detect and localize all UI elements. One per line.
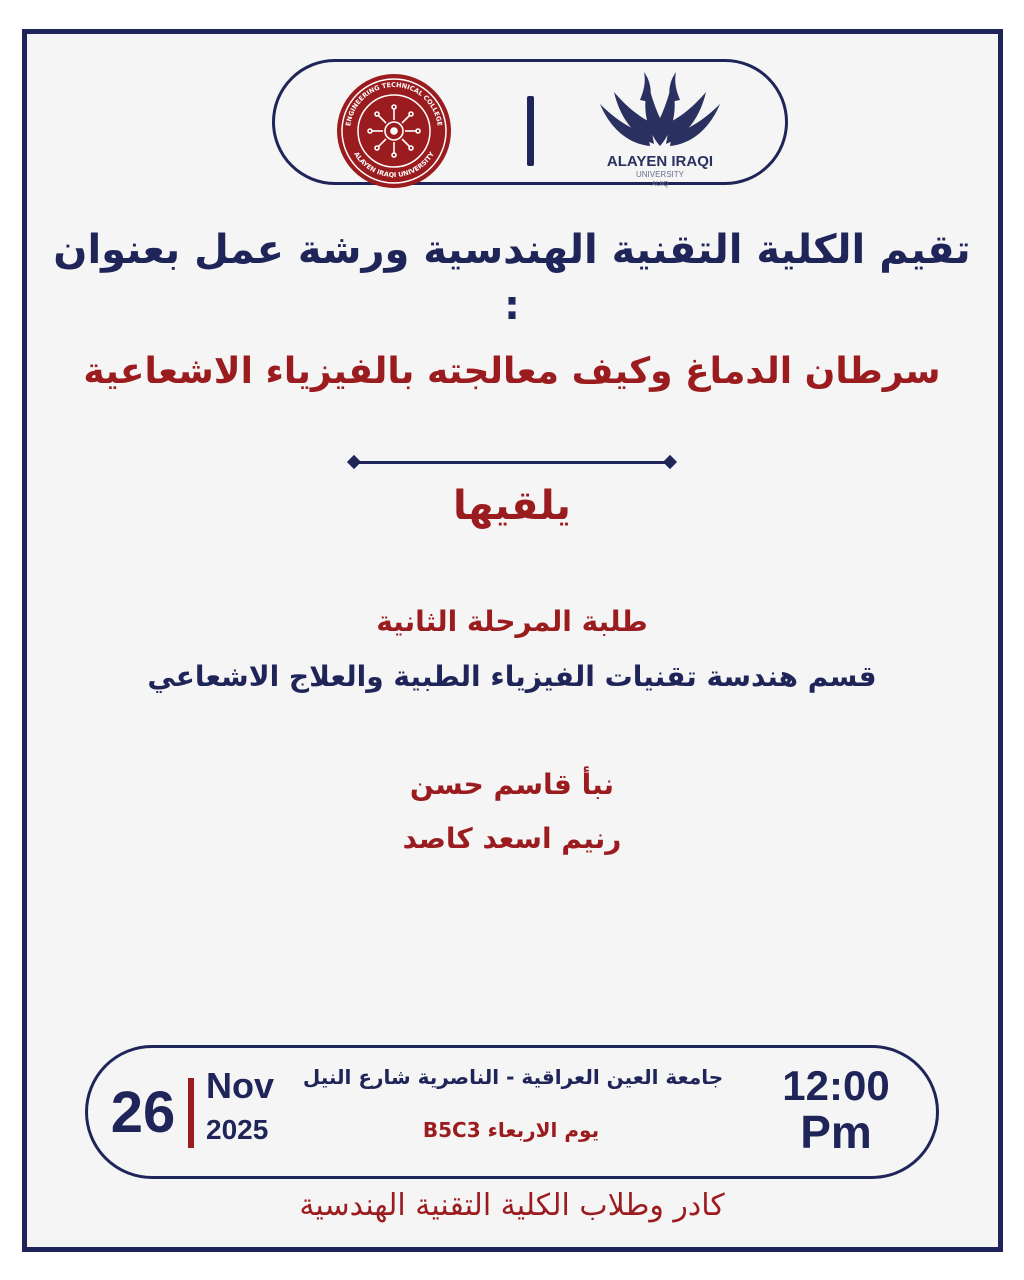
presenter-label: يلقيها [453, 483, 571, 529]
event-month: Nov [206, 1065, 275, 1106]
workshop-topic: سرطان الدماغ وكيف معالجته بالفيزياء الاشعاعية [83, 351, 941, 392]
event-time: 12:00 [782, 1062, 890, 1109]
student-stage: طلبة المرحلة الثانية [376, 605, 648, 638]
university-sub-text: UNIVERSITY [635, 170, 685, 179]
event-day-room: يوم الاربعاء B5C3 [422, 1118, 600, 1142]
logo-divider [527, 96, 534, 166]
event-venue: جامعة العين العراقية - الناصرية شارع النيل [302, 1065, 724, 1089]
organizer-footer: كادر وطلاب الكلية التقنية الهندسية [299, 1188, 725, 1223]
student-name: رنيم اسعد كاصد [402, 822, 622, 855]
college-seal-icon [336, 73, 452, 189]
event-meridiem: Pm [800, 1106, 872, 1158]
seal-ring-bottom-text: ALAYEN IRAQI UNIVERSITY [352, 150, 436, 180]
department-name: قسم هندسة تقنيات الفيزياء الطبية والعلاج الاشعاعي [147, 660, 877, 693]
alayen-tulip-logo-icon [590, 62, 730, 192]
student-name: نبأ قاسم حسن [409, 768, 615, 801]
date-divider-bar [188, 1078, 194, 1148]
event-day: 26 [110, 1080, 176, 1145]
event-year: 2025 [206, 1114, 269, 1145]
university-name-text: ALAYEN IRAQI [606, 153, 714, 170]
workshop-headline: تقيم الكلية التقنية الهندسية ورشة عمل بعنوان : [53, 227, 971, 329]
separator-line [354, 461, 670, 464]
seal-ring-top-text: ENGINEERING TECHNICAL COLLEGE [344, 80, 444, 127]
university-abbr-text: AUIQ [651, 181, 669, 188]
